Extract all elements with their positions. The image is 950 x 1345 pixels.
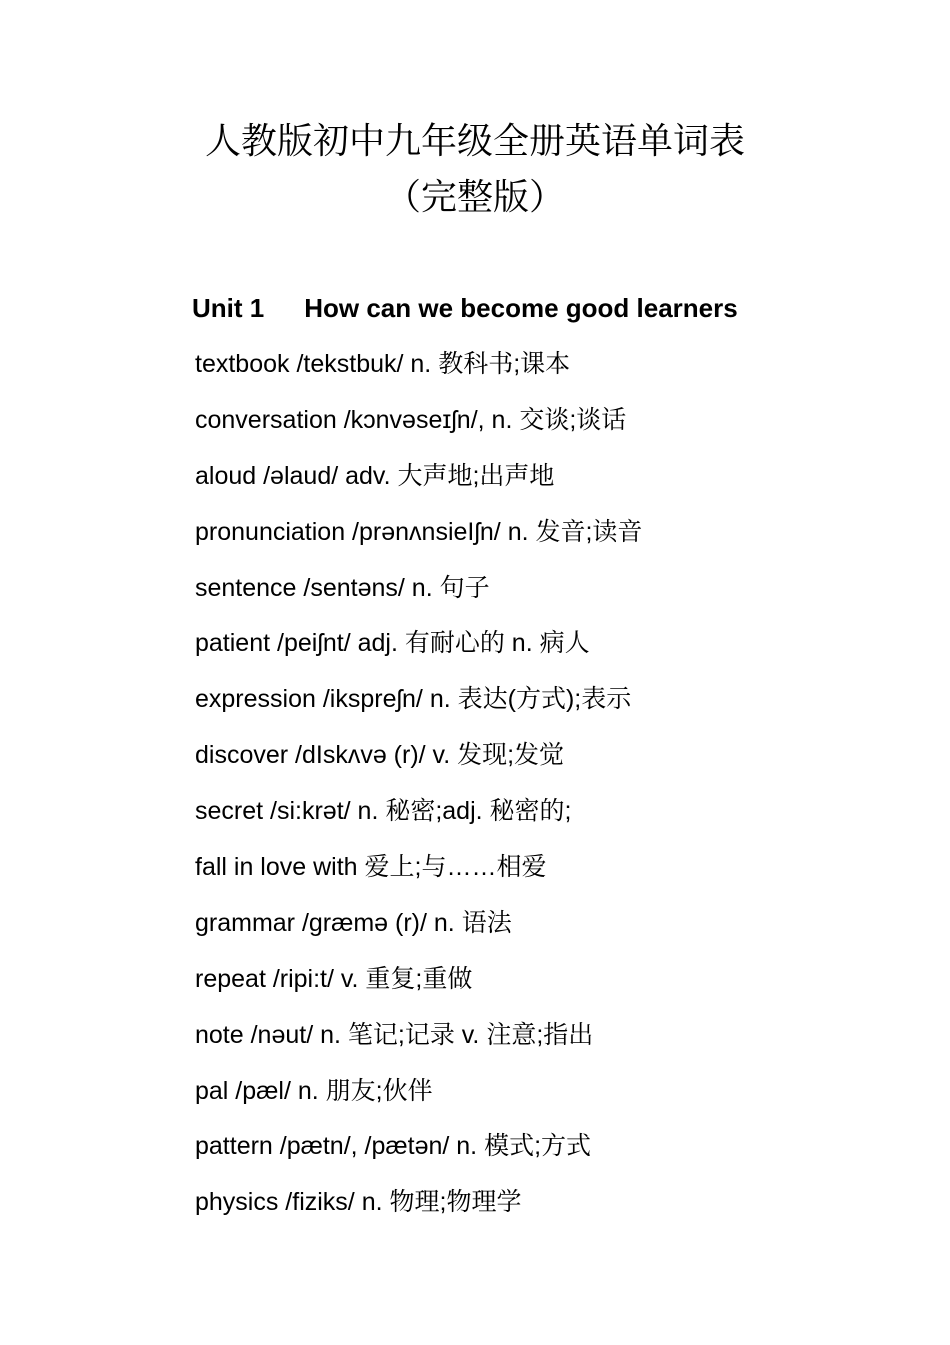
vocab-entry: grammar /græmə (r)/ n. 语法 xyxy=(195,908,512,937)
document-title: 人教版初中九年级全册英语单词表 xyxy=(204,121,745,162)
vocab-entry: secret /si:krət/ n. 秘密;adj. 秘密的; xyxy=(195,797,572,826)
document-subtitle: （完整版） xyxy=(384,177,565,218)
vocab-entry: conversation /kɔnvəseɪʃn/, n. 交谈;谈话 xyxy=(195,405,627,434)
vocab-entry: textbook /tekstbuk/ n. 教科书;课本 xyxy=(195,350,571,378)
vocab-entry: repeat /ripi:t/ v. 重复;重做 xyxy=(195,964,473,993)
vocab-entry: pattern /pætn/, /pætən/ n. 模式;方式 xyxy=(195,1132,592,1161)
vocabulary-list xyxy=(195,346,642,1240)
vocab-entry: pal /pæl/ n. 朋友;伙伴 xyxy=(195,1076,433,1105)
vocab-entry: note /nəut/ n. 笔记;记录 v. 注意;指出 xyxy=(195,1020,594,1049)
unit-heading xyxy=(192,290,738,326)
vocab-entry: expression /ikspreʃn/ n. 表达(方式);表示 xyxy=(195,685,632,714)
vocab-entry: aloud /əlaud/ adv. 大声地;出声地 xyxy=(195,461,555,490)
vocab-entry: fall in love with 爱上;与……相爱 xyxy=(195,853,547,882)
vocab-entry: physics /fiziks/ n. 物理;物理学 xyxy=(195,1188,522,1217)
unit-topic: How can we become good learners xyxy=(304,293,738,323)
unit-number: Unit 1 xyxy=(192,293,265,323)
vocab-entry: pronunciation /prənʌnsieIʃn/ n. 发音;读音 xyxy=(195,517,643,546)
vocab-entry: patient /peiʃnt/ adj. 有耐心的 n. 病人 xyxy=(195,629,590,658)
vocab-entry: sentence /sentəns/ n. 句子 xyxy=(195,573,490,602)
vocab-entry: discover /dIskʌvə (r)/ v. 发现;发觉 xyxy=(195,741,565,770)
